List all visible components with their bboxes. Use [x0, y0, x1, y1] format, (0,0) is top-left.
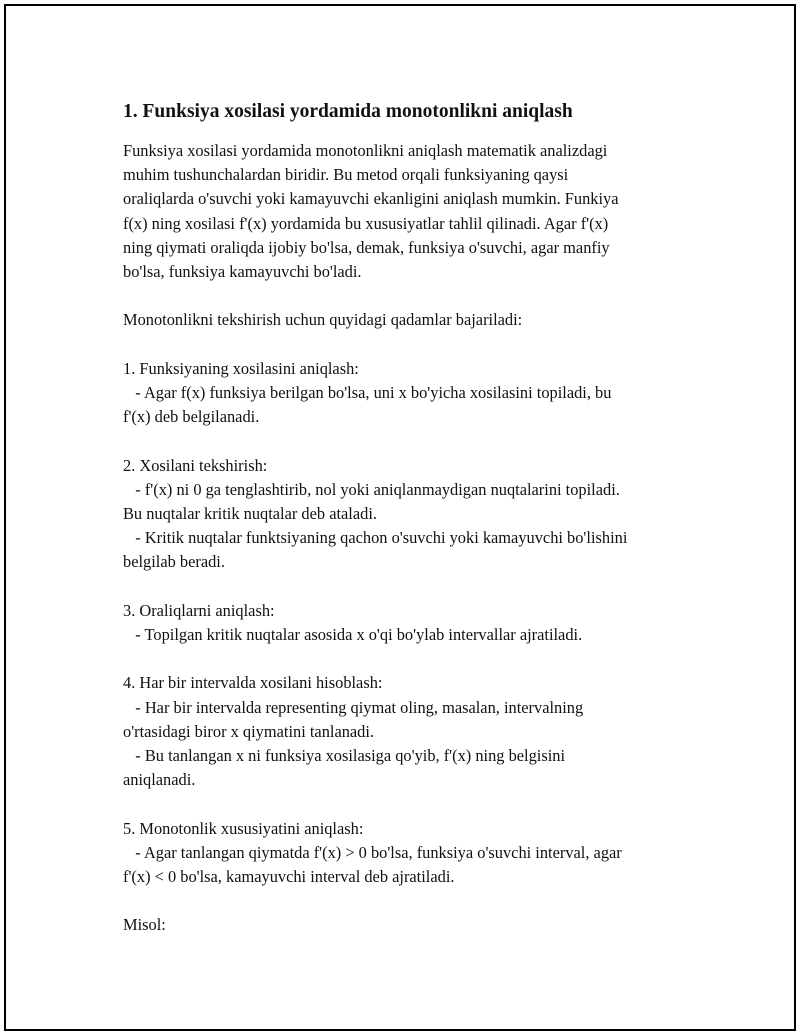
text-line: - Agar f(x) funksiya berilgan bo'lsa, uni x bo'yicha xosilasini topiladi, bu — [123, 383, 612, 402]
page-frame — [4, 4, 796, 1031]
step-2 — [123, 454, 698, 575]
text-line: - Topilgan kritik nuqtalar asosida x o'qi bo'ylab intervallar ajratiladi. — [123, 625, 583, 644]
text-line: - Agar tanlangan qiymatda f'(x) > 0 bo'lsa, funksiya o'suvchi interval, agar — [123, 842, 622, 862]
text-line: Bu nuqtalar kritik nuqtalar deb ataladi. — [123, 504, 377, 523]
example-label: Misol: — [123, 915, 166, 935]
step-heading: 1. Funksiyaning xosilasini aniqlash: — [123, 358, 359, 378]
document-title: 1. Funksiya xosilasi yordamida monotonlikni aniqlash — [123, 101, 573, 122]
text-line: ning qiymati oraliqda ijobiy bo'lsa, demak, funksiya o'suvchi, agar manfiy — [123, 237, 610, 257]
step-4 — [123, 671, 698, 792]
text-line: f(x) ning xosilasi f'(x) yordamida bu xususiyatlar tahlil qilinadi. Agar f'(x) — [123, 213, 609, 233]
text-line: f'(x) deb belgilanadi. — [123, 407, 260, 427]
step-heading: 3. Oraliqlarni aniqlash: — [123, 600, 275, 620]
step-3 — [123, 599, 698, 647]
text-line: aniqlanadi. — [123, 770, 196, 790]
text-line: muhim tushunchalardan biridir. Bu metod orqali funksiyaning qaysi — [123, 165, 569, 185]
document-content — [123, 99, 698, 938]
text-line: o'rtasidagi biror x qiymatini tanlanadi. — [123, 721, 375, 741]
text-line: bo'lsa, funksiya kamayuvchi bo'ladi. — [123, 262, 362, 282]
steps-intro: Monotonlikni tekshirish uchun quyidagi qadamlar bajariladi: — [123, 310, 523, 330]
step-5 — [123, 817, 698, 890]
text-line: Funksiya xosilasi yordamida monotonlikni aniqlash matematik analizdagi — [123, 141, 608, 160]
text-line: belgilab beradi. — [123, 552, 225, 572]
step-heading: 4. Har bir intervalda xosilani hisoblash: — [123, 673, 383, 693]
text-line: f'(x) < 0 bo'lsa, kamayuvchi interval deb ajratiladi. — [123, 867, 455, 886]
text-line: - Bu tanlangan x ni funksiya xosilasiga qo'yib, f'(x) ning belgisini — [123, 746, 566, 765]
text-line: - Har bir intervalda representing qiymat oling, masalan, intervalning — [123, 697, 584, 717]
text-line: oraliqlarda o'suvchi yoki kamayuvchi ekanligini aniqlash mumkin. Funkiya — [123, 189, 619, 209]
intro-paragraph — [123, 139, 698, 284]
step-heading: 5. Monotonlik xususiyatini aniqlash: — [123, 818, 364, 838]
text-line: - f'(x) ni 0 ga tenglashtirib, nol yoki aniqlanmaydigan nuqtalarini topiladi. — [123, 479, 620, 499]
step-heading: 2. Xosilani tekshirish: — [123, 455, 268, 475]
step-1 — [123, 357, 698, 430]
text-line: - Kritik nuqtalar funktsiyaning qachon o'suvchi yoki kamayuvchi bo'lishini — [123, 528, 628, 548]
